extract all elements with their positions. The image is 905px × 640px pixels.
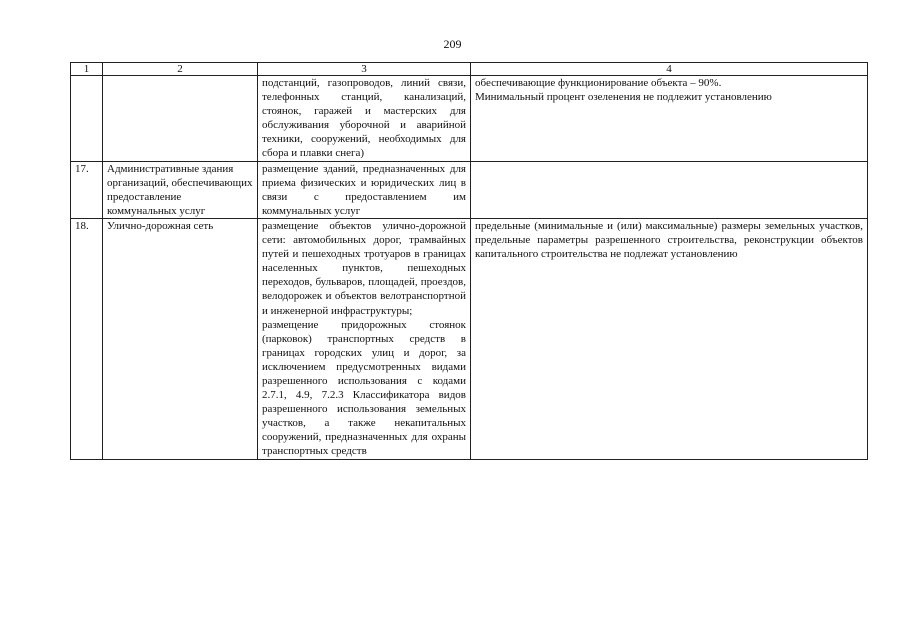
parameters-paragraph: обеспечивающие функционирование объекта – 90%. [475,77,722,89]
use-parameters [471,161,868,218]
table-header-row [71,63,868,76]
use-name: Административные здания организаций, обеспечивающих предоставление коммунальных услуг [103,161,258,218]
use-description [258,161,471,218]
use-parameters [471,218,868,459]
use-parameters [471,76,868,162]
description-paragraph: размещение объектов улично-дорожной сети: автомобильных дорог, трамвайных путей и пешеходных тротуаров в границах населенных пунктов, пешеходных переходов, бульваров, площадей, проездов, велодорожек и объектов велотранспортной и инженерной инфраструктуры; [262,219,466,317]
land-use-table [70,62,868,460]
description-paragraph: размещение зданий, предназначенных для приема физических и юридических лиц в связи с предоставлением им коммунальных услуг [262,162,466,217]
header-cell-3: 3 [258,63,471,76]
use-name [103,76,258,162]
table-row [71,161,868,218]
header-cell-1: 1 [71,63,103,76]
header-cell-4: 4 [471,63,868,76]
table-row [71,218,868,459]
parameters-paragraph: предельные (минимальные и (или) максимальные) размеры земельных участков, предельные параметры разрешенного строительства, реконструкции объектов капитального строительства не подлежат установлению [475,219,863,261]
page-number: 209 [443,37,462,51]
header-cell-2: 2 [103,63,258,76]
use-name: Улично-дорожная сеть [103,218,258,459]
use-description [258,76,471,162]
row-number [71,76,103,162]
description-paragraph: размещение придорожных стоянок (парковок) транспортных средств в границах городских улиц и дорог, за исключением предусмотренных видами разрешенного использования с кодами 2.7.1, 4.9, 7.2.3 Классификатора видов разрешенного использования земельных участков, а также некапитальных сооружений, предназначенных для охраны транспортных средств [262,318,466,458]
description-paragraph: подстанций, газопроводов, линий связи, телефонных станций, канализаций, стоянок, гаражей и мастерских для обслуживания уборочной и аварийной техники, сооружений, необходимых для сбора и плавки снега) [262,77,466,160]
table-row [71,76,868,162]
row-number: 17. [71,161,103,218]
use-description [258,218,471,459]
parameters-paragraph: Минимальный процент озеленения не подлежит установлению [475,91,772,104]
row-number: 18. [71,218,103,459]
